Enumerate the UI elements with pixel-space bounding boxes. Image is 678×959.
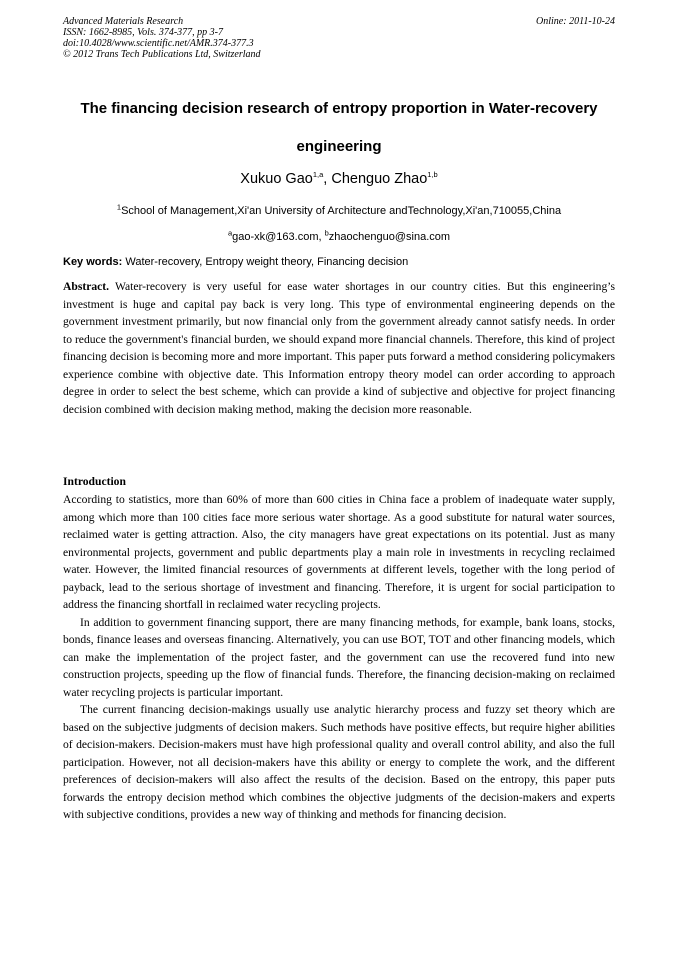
paragraph: The current financing decision-makings usually use analytic hierarchy process and fuzzy set theory which are based on the subjective judgments of decision makers. Such methods have positive effects, but require higher abilities of decision-makers. Decision-makers must have high professional quality and overall control ability, and also the full participation. However, not all decision-makers have this ability or energy to complete the work, and the different preferences of decision-makers will also affect the results of the decision. Based on the entropy, this paper puts forwards the entropy decision method which combines the objective judgments of the decision-makers and experts with subjective conditions, provides a new way of thinking and methods for financing decision. bbox=[63, 703, 615, 821]
abstract bbox=[63, 278, 615, 418]
abstract-text: Water-recovery is very useful for ease water shortages in our country cities. But this engineering’s investment is huge and capital pay back is very long. This type of environmental engineering depends on the government investment primarily, but now financial only from the government already cannot satisfy needs. In order to reduce the government's financial burden, we should expand more financial channels. Therefore, this kind of project financing decision is becoming more and more important. This paper puts forward a method considering policymakers experience combine with objective date. This Information entropy theory model can order according to approach degree in order to select the best scheme, which can provide a kind of subjective and objective for project financing decision combined with decision making method, making the decision more reasonable. bbox=[63, 280, 615, 416]
issn-line: ISSN: 1662-8985, Vols. 374-377, pp 3-7 bbox=[63, 27, 223, 38]
email-separator: , bbox=[318, 231, 325, 243]
author-name: Xukuo Gao bbox=[240, 171, 313, 187]
paragraph: In addition to government financing support, there are many financing methods, for example, bank loans, stocks, bonds, finance leases and overseas financing. Alternatively, you can use BOT, TOT and other financing models, which can make the implementation of the project faster, and the government can use the recovered fund into new construction projects, speeding up the flow of financial funds. Therefore, the financing decision-making on reclaimed water recycling projects is particular important. bbox=[63, 615, 615, 699]
author-separator: , bbox=[323, 171, 332, 187]
author-line bbox=[40, 168, 638, 190]
copyright-line: © 2012 Trans Tech Publications Ltd, Switzerland bbox=[63, 49, 261, 60]
email-address: gao-xk@163.com bbox=[232, 231, 319, 243]
author-affiliation-mark: 1,a bbox=[312, 170, 324, 180]
introduction-body bbox=[63, 491, 615, 824]
journal-name: Advanced Materials Research bbox=[63, 16, 184, 27]
section-heading-introduction: Introduction bbox=[63, 475, 126, 488]
paragraph: According to statistics, more than 60% of more than 600 cities in China face a problem of inadequate water supply, among which more than 100 cities face more serious water shortage. As a good substitute for natural water sources, reclaimed water is getting attraction. Also, the city managers have great expectations on its potential. Just as many environmental projects, government and public departments play a main role in investments in recycling reclaimed water. However, the limited financial resources of governments at different levels, together with the long period of payback, lead to the serious shortage of investment and financing. Therefore, it is urgent for social participation to address the financing shortfall in reclaimed water recycling projects. bbox=[63, 493, 615, 611]
affiliation bbox=[40, 203, 638, 219]
email-mark: b bbox=[324, 228, 329, 238]
affiliation-text: School of Management,Xi'an University of Architecture andTechnology,Xi'an,710055,China bbox=[121, 205, 562, 217]
email-mark: a bbox=[227, 228, 233, 238]
email-address: zhaochenguo@sina.com bbox=[328, 231, 451, 243]
author-emails bbox=[40, 229, 638, 245]
paper-title: The financing decision research of entropy proportion in Water-recovery engineering bbox=[80, 100, 598, 155]
author-name: Chenguo Zhao bbox=[331, 171, 428, 187]
journal-header bbox=[63, 16, 615, 60]
author-affiliation-mark: 1,b bbox=[427, 170, 438, 180]
keywords-label: Key words: bbox=[63, 256, 123, 268]
affiliation-mark: 1 bbox=[116, 202, 122, 212]
keywords-text: Water-recovery, Entropy weight theory, Financing decision bbox=[122, 256, 409, 268]
online-date: Online: 2011-10-24 bbox=[536, 16, 615, 27]
keywords bbox=[63, 254, 615, 270]
doi-line: doi:10.4028/www.scientific.net/AMR.374-377.3 bbox=[63, 38, 254, 49]
abstract-label: Abstract. bbox=[63, 280, 110, 293]
